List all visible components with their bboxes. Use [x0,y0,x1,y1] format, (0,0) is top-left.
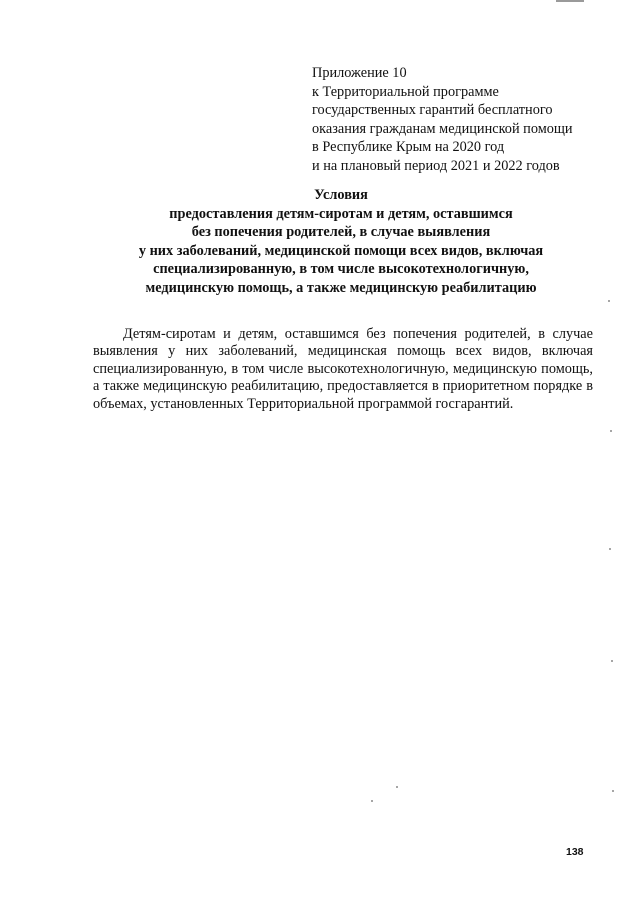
appendix-line: государственных гарантий бесплатного [312,102,553,119]
scan-artifact-line [556,0,584,2]
title-line: специализированную, в том числе высокотехнологичную, [153,261,529,278]
scan-speck [611,660,613,662]
scan-speck [608,300,610,302]
document-title [96,186,586,298]
title-line: Условия [314,187,368,203]
title-line: предоставления детям-сиротам и детям, оставшимся [169,205,513,222]
appendix-line: Приложение 10 [312,65,407,81]
title-line: у них заболеваний, медицинской помощи всех видов, включая [138,242,544,259]
appendix-line: к Территориальной программе [312,83,499,100]
appendix-line: и на плановый период 2021 и 2022 годов [312,157,560,174]
appendix-line: в Республике Крым на 2020 год [312,139,505,156]
scan-speck [610,430,612,432]
scan-speck [609,548,611,550]
appendix-header [312,64,612,176]
appendix-line: оказания гражданам медицинской помощи [312,120,573,137]
scan-speck [612,790,614,792]
body-paragraph: Детям-сиротам и детям, оставшимся без попечения родителей, в случае выявления у них заболеваний, медицинская помощь всех видов, включая специализированную, в том числе высокотехнологичную, медицинскую помощь, а также медицинскую реабилитацию, предоставляется в приоритетном порядке в объемах, установленных Территориальной программой госгарантий. [93,326,593,412]
title-line: без попечения родителей, в случае выявления [191,224,491,241]
scan-speck [396,786,398,788]
scan-speck [371,800,373,802]
title-line: медицинскую помощь, а также медицинскую реабилитацию [145,279,537,296]
page-number: 138 [566,846,584,858]
